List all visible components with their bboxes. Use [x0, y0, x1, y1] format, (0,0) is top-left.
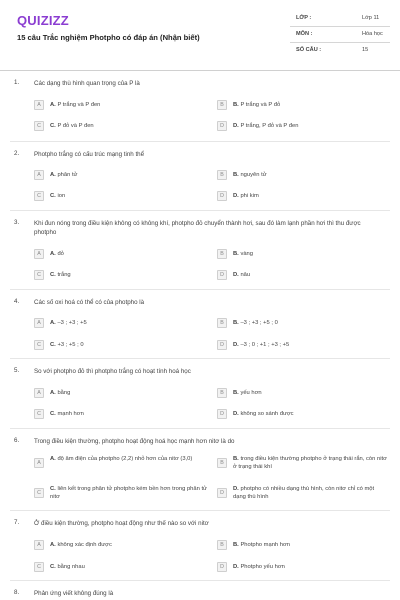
question-number: 2. — [14, 150, 20, 157]
option-value: P đỏ và P đen — [57, 123, 94, 129]
option-text — [50, 456, 210, 464]
option-label: C. — [50, 564, 56, 570]
option-text — [50, 342, 84, 350]
answer-option-a[interactable] — [34, 167, 209, 184]
option-label: C. — [50, 342, 56, 348]
meta-value: Hóa học — [362, 31, 383, 37]
option-label: D. — [233, 272, 239, 278]
meta-row-subject — [290, 27, 390, 43]
question-number: 3. — [14, 219, 20, 226]
option-text — [233, 272, 250, 280]
option-label: A. — [50, 456, 56, 462]
option-letter-box: C — [34, 409, 44, 419]
question-divider — [10, 289, 390, 290]
option-label: A. — [50, 542, 56, 548]
worksheet-title: 15 câu Trắc nghiệm Photpho có đáp án (Nhận biết) — [17, 33, 200, 42]
option-letter-box: B — [217, 458, 227, 468]
option-value: vàng — [240, 251, 254, 257]
question-number: 1. — [14, 79, 20, 86]
option-letter-box: A — [34, 100, 44, 110]
option-letter-box: D — [217, 270, 227, 280]
option-text — [233, 390, 262, 398]
option-value: trong điều kiện thường photpho ở trạng thái rắn, còn nitơ ở trạng thái khí — [233, 456, 387, 470]
option-letter-box: C — [34, 270, 44, 280]
option-value: Photpho mạnh hơn — [240, 542, 291, 548]
question-divider — [10, 510, 390, 511]
answer-option-b[interactable] — [217, 455, 387, 472]
option-value: P trắng và P đen — [57, 102, 101, 108]
meta-row-count — [290, 43, 390, 59]
question-text: Photpho trắng có cấu trúc mạng tinh thể — [34, 151, 145, 158]
answer-option-c[interactable] — [34, 337, 209, 354]
option-label: B. — [233, 542, 239, 548]
answer-option-a[interactable] — [34, 315, 209, 332]
option-letter-box: D — [217, 340, 227, 350]
option-text — [50, 390, 70, 398]
question-divider — [10, 358, 390, 359]
answer-option-d[interactable] — [217, 118, 387, 135]
option-value: –3 ; +3 ; +5 ; 0 — [240, 320, 278, 326]
option-label: C. — [50, 486, 56, 492]
answer-option-a[interactable] — [34, 385, 209, 402]
option-text — [50, 272, 71, 280]
option-letter-box: A — [34, 170, 44, 180]
question-divider — [10, 210, 390, 211]
worksheet-header — [0, 0, 400, 66]
option-letter-box: D — [217, 121, 227, 131]
option-text — [233, 486, 388, 501]
option-text — [233, 102, 280, 110]
option-letter-box: D — [217, 488, 227, 498]
option-label: B. — [233, 172, 239, 178]
question-number: 5. — [14, 367, 20, 374]
question-divider — [10, 141, 390, 142]
quizizz-logo: QUIZIZZ — [17, 13, 69, 28]
answer-option-d[interactable] — [217, 559, 387, 576]
option-value: nâu — [240, 272, 251, 278]
meta-value: Lớp 11 — [362, 15, 380, 21]
option-text — [233, 123, 298, 131]
option-value: trắng — [57, 272, 71, 278]
answer-option-b[interactable] — [217, 97, 387, 114]
option-text — [233, 251, 253, 259]
option-label: A. — [50, 320, 56, 326]
option-text — [50, 251, 64, 259]
question-divider — [10, 428, 390, 429]
option-letter-box: B — [217, 100, 227, 110]
answer-option-a[interactable] — [34, 455, 209, 472]
option-label: A. — [50, 172, 56, 178]
option-label: B. — [233, 456, 239, 462]
option-label: D. — [233, 193, 239, 199]
option-letter-box: A — [34, 249, 44, 259]
option-value: phi kim — [240, 193, 259, 199]
answer-option-c[interactable] — [34, 559, 209, 576]
question-text: Các dạng thù hình quan trọng của P là — [34, 80, 140, 87]
option-value: liên kết trong phân tử photpho kém bền hơn trong phân tử nitơ — [50, 486, 207, 500]
question-text: Phản ứng viết không đúng là — [34, 590, 114, 597]
option-label: C. — [50, 272, 56, 278]
header-divider — [0, 70, 400, 71]
answer-option-a[interactable] — [34, 246, 209, 263]
option-value: Photpho yếu hơn — [240, 564, 285, 570]
meta-label: MÔN : — [296, 31, 313, 37]
option-text — [233, 542, 290, 550]
option-text — [50, 411, 84, 419]
answer-option-d[interactable] — [217, 485, 387, 502]
option-text — [233, 564, 285, 572]
option-text — [50, 123, 94, 131]
option-label: A. — [50, 102, 56, 108]
question-number: 4. — [14, 298, 20, 305]
question-text: Trong điều kiện thường, photpho hoạt động hoá học mạnh hơn nitơ là do — [34, 438, 235, 445]
question-number: 8. — [14, 589, 20, 596]
option-label: B. — [233, 251, 239, 257]
option-text — [50, 486, 210, 501]
option-value: mạnh hơn — [57, 411, 84, 417]
answer-option-a[interactable] — [34, 537, 209, 554]
question-number: 7. — [14, 519, 20, 526]
option-letter-box: A — [34, 388, 44, 398]
option-value: đỏ — [57, 251, 64, 257]
option-text — [50, 320, 87, 328]
option-text — [233, 172, 267, 180]
answer-option-d[interactable] — [217, 267, 387, 284]
answer-option-c[interactable] — [34, 267, 209, 284]
question-text: So với photpho đỏ thì photpho trắng có hoạt tính hoá học — [34, 368, 191, 375]
option-letter-box: B — [217, 388, 227, 398]
option-label: C. — [50, 193, 56, 199]
option-label: D. — [233, 486, 239, 492]
option-letter-box: C — [34, 121, 44, 131]
option-text — [233, 411, 294, 419]
option-label: D. — [233, 342, 239, 348]
answer-option-d[interactable] — [217, 188, 387, 205]
meta-label: LỚP : — [296, 15, 312, 21]
option-letter-box: C — [34, 488, 44, 498]
option-value: +3 ; +5 ; 0 — [57, 342, 84, 348]
worksheet-meta — [290, 11, 390, 59]
option-value: yếu hơn — [240, 390, 262, 396]
option-letter-box: B — [217, 249, 227, 259]
option-letter-box: B — [217, 540, 227, 550]
option-label: B. — [233, 320, 239, 326]
option-letter-box: A — [34, 540, 44, 550]
option-letter-box: D — [217, 562, 227, 572]
option-label: D. — [233, 564, 239, 570]
option-value: bằng nhau — [57, 564, 85, 570]
option-label: A. — [50, 251, 56, 257]
option-text — [233, 342, 289, 350]
option-letter-box: A — [34, 318, 44, 328]
question-text: Các số oxi hoá có thể có của photpho là — [34, 299, 145, 306]
answer-option-a[interactable] — [34, 97, 209, 114]
option-text — [233, 193, 259, 201]
question-text: Ở điều kiện thường, photpho hoạt động như thế nào so với nitơ — [34, 520, 209, 527]
answer-option-b[interactable] — [217, 246, 387, 263]
option-value: không so sánh được — [240, 411, 294, 417]
answer-option-c[interactable] — [34, 118, 209, 135]
option-value: photpho có nhiều dạng thù hình, còn nitơ chỉ có một dạng thù hình — [233, 486, 375, 500]
option-letter-box: C — [34, 562, 44, 572]
option-label: A. — [50, 390, 56, 396]
option-letter-box: A — [34, 458, 44, 468]
option-value: không xác định được — [57, 542, 112, 548]
question-text: Khi đun nóng trong điều kiện không có không khí, photpho đỏ chuyển thành hơi, sau đó làm lạnh phần hơi thì thu được photpho — [34, 220, 361, 236]
option-value: –3 ; 0 ; +1 ; +3 ; +5 — [240, 342, 290, 348]
option-value: nguyên tử — [240, 172, 267, 178]
option-text — [50, 172, 77, 180]
option-label: B. — [233, 102, 239, 108]
option-text — [50, 102, 100, 110]
option-letter-box: D — [217, 409, 227, 419]
option-letter-box: C — [34, 340, 44, 350]
option-text — [233, 456, 388, 471]
meta-value: 15 — [362, 47, 369, 53]
option-text — [233, 320, 278, 328]
answer-option-d[interactable] — [217, 406, 387, 423]
option-value: P trắng và P đỏ — [240, 102, 281, 108]
question-divider — [10, 580, 390, 581]
option-label: C. — [50, 123, 56, 129]
option-value: phân tử — [57, 172, 78, 178]
answer-option-b[interactable] — [217, 537, 387, 554]
option-letter-box: D — [217, 191, 227, 201]
option-value: độ âm điện của photpho (2,2) nhỏ hơn của nitơ (3,0) — [57, 456, 193, 462]
option-value: bằng — [57, 390, 71, 396]
option-value: ion — [57, 193, 66, 199]
option-text — [50, 193, 65, 201]
meta-label: SỐ CÂU : — [296, 47, 322, 53]
question-number: 6. — [14, 437, 20, 444]
option-letter-box: B — [217, 170, 227, 180]
option-label: D. — [233, 123, 239, 129]
answer-option-d[interactable] — [217, 337, 387, 354]
option-value: P trắng, P đỏ và P đen — [240, 123, 299, 129]
answer-option-c[interactable] — [34, 406, 209, 423]
option-value: –3 ; +3 ; +5 — [57, 320, 87, 326]
option-text — [50, 542, 112, 550]
answer-option-b[interactable] — [217, 385, 387, 402]
option-letter-box: B — [217, 318, 227, 328]
option-text — [50, 564, 85, 572]
option-letter-box: C — [34, 191, 44, 201]
answer-option-b[interactable] — [217, 167, 387, 184]
answer-option-b[interactable] — [217, 315, 387, 332]
meta-row-class — [290, 11, 390, 27]
option-label: D. — [233, 411, 239, 417]
answer-option-c[interactable] — [34, 485, 209, 502]
answer-option-c[interactable] — [34, 188, 209, 205]
option-label: B. — [233, 390, 239, 396]
option-label: C. — [50, 411, 56, 417]
